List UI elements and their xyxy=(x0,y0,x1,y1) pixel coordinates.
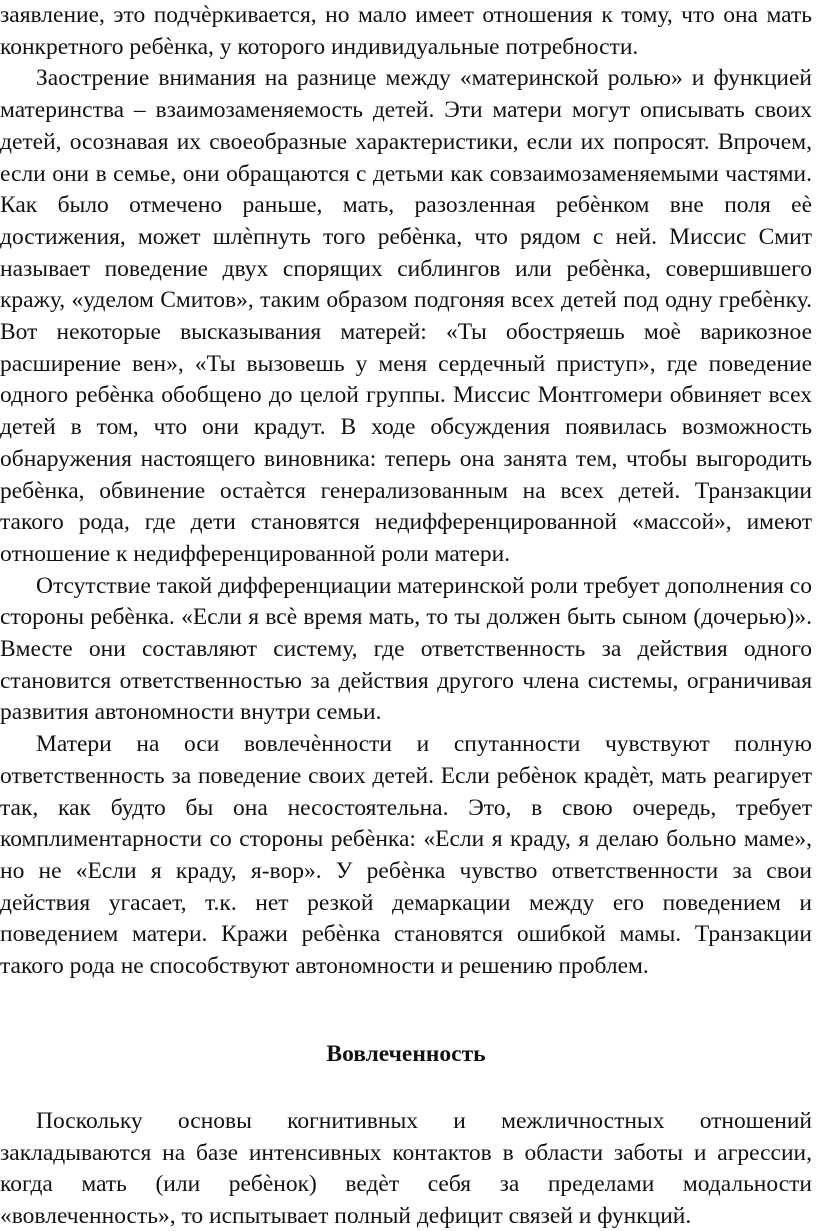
paragraph-involvement-axis: Матери на оси вовлечѐнности и спутанности чувствуют полную ответственность за поведение своих детей. Если ребѐнок крадѐт, мать реагирует так, как будто бы она несостоятельна. Это, в свою очередь, требует комплиментарности со стороны ребѐнка: «Если я краду, я делаю больно маме», но не «Если я краду, я-вор». У ребѐнка чувство ответственности за свои действия угасает, т.к. нет резкой демаркации между его поведением и поведением матери. Кражи ребѐнка становятся ошибкой мамы. Транзакции такого рода не способствуют автономности и решению проблем. xyxy=(0,731,812,980)
paragraph-continuation: заявление, это подчѐркивается, но мало имеет отношения к тому, что она мать конкретного ребѐнка, у которого индивидуальные потребности. xyxy=(0,2,812,60)
paragraph-maternal-role: Заострение внимания на разнице между «материнской ролью» и функцией материнства – взаимозаменяемость детей. Эти матери могут описывать своих детей, осознавая их своеобразные характеристики, если их попросят. Впрочем, если они в семье, они обращаются с детьми как совзаимозаменяемыми частями. Как было отмечено раньше, мать, разозленная ребѐнком вне поля еѐ достижения, может шлѐпнуть того ребѐнка, что рядом с ней. Миссис Смит называет поведение двух спорящих сиблингов или ребѐнка, совершившего кражу, «уделом Смитов», таким образом подгоняя всех детей под одну гребѐнку. Вот некоторые высказывания матерей: «Ты обостряешь моѐ варикозное расширение вен», «Ты вызовешь у меня сердечный приступ», где поведение одного ребѐнка обобщено до целой группы. Миссис Монтгомери обвиняет всех детей в том, что они крадут. В ходе обсуждения появилась возможность обнаружения настоящего виновника: теперь она занята тем, чтобы выгородить ребѐнка, обвинение остаѐтся генерализованным на всех детей. Транзакции такого рода, где дети становятся недифференцированной «массой», имеют отношение к недифференцированной роли матери. xyxy=(0,65,812,567)
paragraph-differentiation: Отсутствие такой дифференциации материнской роли требует дополнения со стороны ребѐнка. «Если я всѐ время мать, то ты должен быть сыном (дочерью)». Вместе они составляют систему, где ответственность за действия одного становится ответственностью за действия другого члена системы, ограничивая развития автономности внутри семьи. xyxy=(0,572,812,726)
paragraph-cognitive-basis: Поскольку основы когнитивных и межличностных отношений закладываются на базе интенсивных контактов в области заботы и агрессии, когда мать (или ребѐнок) ведѐт себя за пределами модальности «вовлеченность», то испытывает полный дефицит связей и функций. xyxy=(0,1108,812,1230)
section-heading: Вовлеченность xyxy=(326,1041,486,1067)
